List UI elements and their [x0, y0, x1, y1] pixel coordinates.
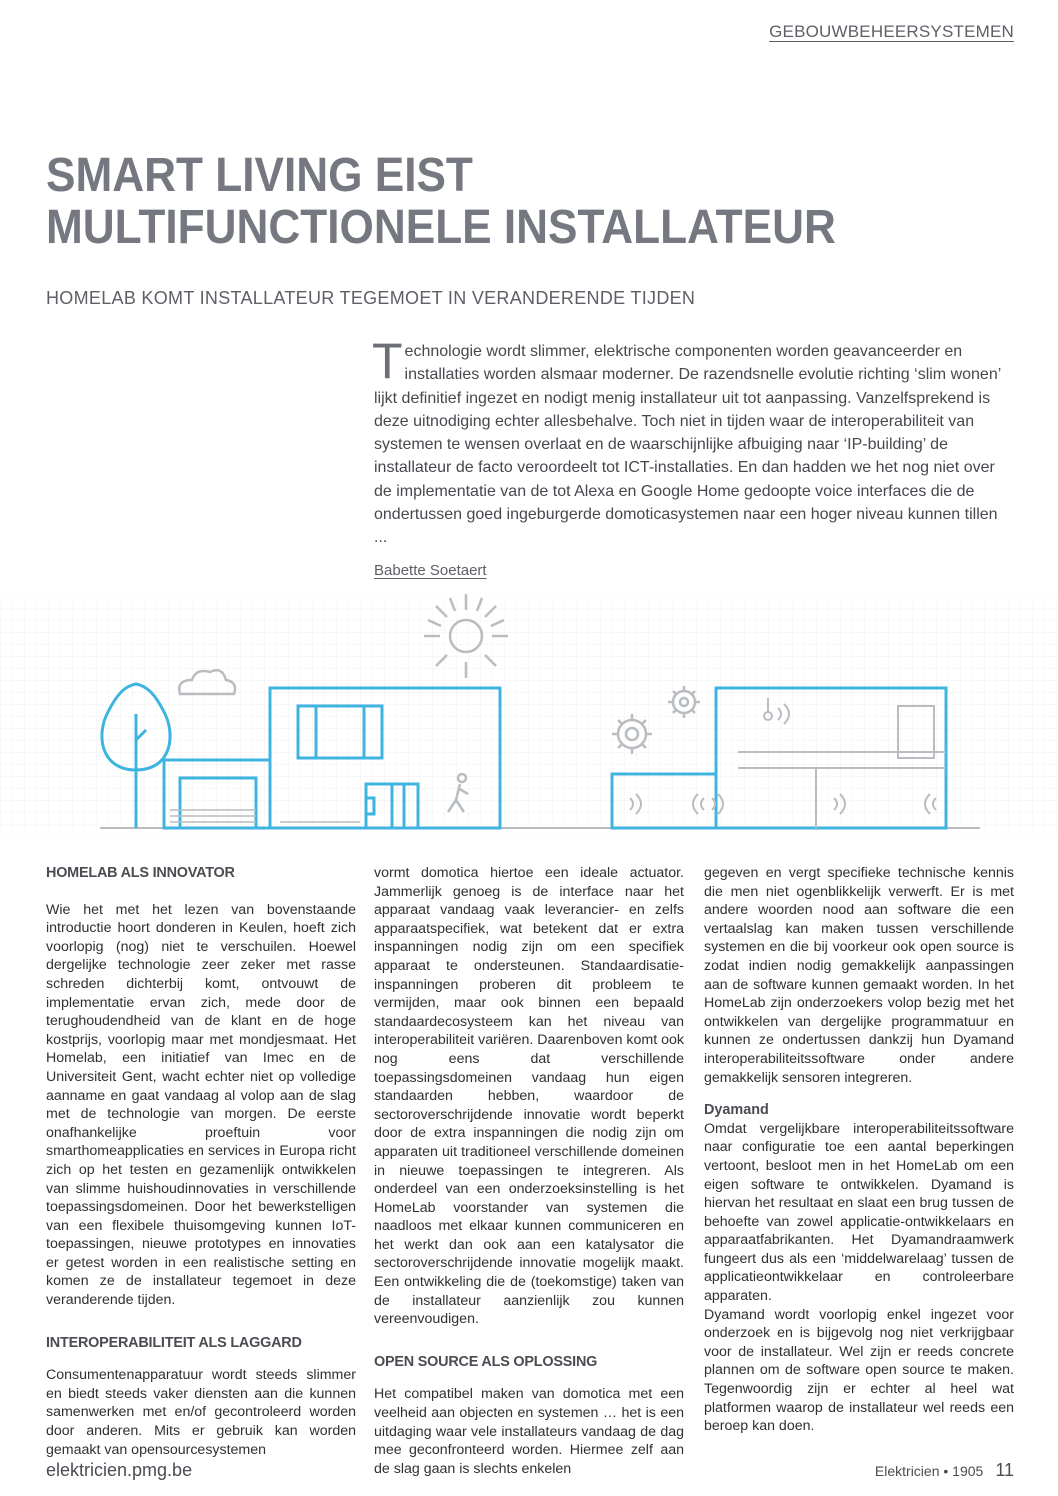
drop-cap: T: [372, 333, 403, 389]
paragraph: Dyamand wordt voorlopig enkel ingezet voor onderzoek en is bijgevolg nog niet verkrijgbaar voor de installateur. Wel zijn er reeds concrete plannen om de software open source te maken. Tegenwoordig zijn er echter al heel wat platformen waarop de installateur wel reeds een beroep kan doen.: [704, 1306, 1014, 1435]
article-intro: [372, 333, 1014, 550]
text-column-2: [374, 864, 684, 1478]
author-byline: Babette Soetaert: [374, 562, 487, 579]
paragraph: Wie het met het lezen van bovenstaande introductie hoort donderen in Keulen, hoeft zich voorlopig (nog) niet te verschuilen. Hoewel dergelijke technologie zeer zeker met rasse schreden dichterbij komt, ontvouwt de implementatie ervan zich, mede door de terughoudendheid van de klant en de hoge kostprijs, voorlopig maar met mondjesmaat. Het Homelab, een initiatief van Imec en de Universiteit Gent, wacht echter niet op volledige aanname en gaat vandaag al volop aan de slag met de technologie van morgen. De eerste onafhankelijke proeftuin voor smarthomeapplicaties en services in Europa richt zich op het testen en gezamenlijk ontwikkelen van slimme huishoudinnovaties in verschillende toepassingsdomeinen. Door het bewerkstelligen van een flexibele thuisomgeving kunnen IoT-toepassingen, nieuwe prototypes en innovaties er getest worden in een realistische setting en komen ze de installateur tegemoet in deze veranderende tijden.: [46, 901, 356, 1309]
text-column-1: [46, 864, 356, 1459]
text-column-3: [704, 864, 1014, 1436]
section-tag: GEBOUWBEHEERSYSTEMEN: [769, 22, 1014, 41]
footer-publication: [875, 1460, 1014, 1481]
heading-open-source: OPEN SOURCE ALS OPLOSSING: [374, 1353, 598, 1370]
footer-url-link[interactable]: elektricien.pmg.be: [46, 1460, 193, 1480]
publication-issue: Elektricien • 1905: [874, 1463, 984, 1479]
article-subtitle: HOMELAB KOMT INSTALLATEUR TEGEMOET IN VERANDERENDE TIJDEN: [46, 288, 696, 308]
article-title: [46, 150, 938, 254]
title-line-1: SMART LIVING EIST: [46, 149, 473, 202]
paragraph: Omdat vergelijkbare interoperabiliteitssoftware naar configuratie toe een aantal beperkingen vertoont, besloot men in het HomeLab om een eigen software te ontwikkelen. Dyamand is hiervan het resultaat en slaat een brug tussen de behoefte van zowel applicatie-ontwikkelaars en apparaatfabrikanten. Het Dyamandraamwerk fungeert dus als een ‘middelwarelaag’ tussen de applicatieontwikkelaar en controleerbare apparaten.: [704, 1120, 1014, 1305]
paragraph: Het compatibel maken van domotica met een veelheid aan objecten en systemen … het is een uitdaging waar vele installateurs vandaag de dag mee geconfronteerd worden. Hiermee zelf aan de slag gaan is slechts enkelen: [374, 1386, 684, 1477]
heading-homelab-innovator: HOMELAB ALS INNOVATOR: [46, 865, 235, 881]
heading-interoperabiliteit: INTEROPERABILITEIT ALS LAGGARD: [46, 1334, 302, 1351]
heading-dyamand: Dyamand: [704, 1102, 769, 1119]
intro-text: echnologie wordt slimmer, elektrische componenten worden geavanceerder en installaties worden alsmaar moderner. De razendsnelle evolutie richting ‘slim wonen’ lijkt definitief ingezet en nodigt menig installateur uit tot aanpassing. Vanzelfsprekend is deze uitnodiging echter allesbehalve. Toch niet in tijden waar de interoperabiliteit van systemen te wensen overlaat en de waarschijnlijke afbuiging naar ‘IP-building’ de installateur de facto veroordeelt tot ICT-installaties. En dan hadden we het nog niet over de implementatie van de tot Alexa en Google Home gedoopte voice interfaces die de ondertussen goed ingeburgerde domoticasystemen naar een hoger niveau kunnen tillen ...: [374, 343, 1001, 547]
smart-home-illustration: [0, 584, 1058, 850]
paragraph: gegeven en vergt specifieke technische kennis die men niet ogenblikkelijk verwerft. Er is met andere woorden nood aan software die een vertaalslag kan maken tussen verschillende systemen en die bij voorkeur ook open source is zodat indien nodig gemakkelijk aanpassingen aan de software kunnen gemaakt worden. In het HomeLab zijn onderzoekers volop bezig met het ontwikkelen van dergelijke programmatuur en kunnen ze ondertussen dankzij hun Dyamand interoperabiliteitssoftware onder andere gemakkelijk sensoren integreren.: [704, 865, 1014, 1086]
title-line-2: MULTIFUNCTIONELE INSTALLATEUR: [46, 201, 836, 254]
page-number: 11: [995, 1460, 1014, 1480]
paragraph: Consumentenapparatuur wordt steeds slimmer en biedt steeds vaker diensten aan die kunnen samenwerken met en/of gecontroleerd worden door anderen. Mits er gebruik kan worden gemaakt van opensourcesystemen: [46, 1367, 356, 1458]
paragraph: vormt domotica hiertoe een ideale actuator. Jammerlijk genoeg is de interface naar het apparaat vandaag vaak leverancier- en zelfs apparaatspecifiek, wat betekent dat er extra inspanningen nodig zijn om een specifiek apparaat te ondersteunen. Standaardisatie-inspanningen proberen dit probleem te vermijden, maar ook binnen een bepaald standaardecosysteem kan het niveau van interoperabiliteit variëren. Daarenboven komt ook nog eens dat verschillende toepassingsdomeinen vandaag hun eigen standaarden hebben, waardoor de sectoroverschrijdende innovatie wordt beperkt door de extra inspanningen die nodig zijn om apparaten uit traditioneel verschillende domeinen in nieuwe toepassingen te integreren. Als onderdeel van een onderzoeksinstelling is het HomeLab voorstander van systemen die naadloos met elkaar kunnen communiceren en het werkt dan ook aan een katalysator die sectoroverschrijdende innovatie mogelijk maakt. Een ontwikkeling die de (toekomstige) taken van de installateur aanzienlijk zou kunnen vereenvoudigen.: [374, 865, 684, 1328]
